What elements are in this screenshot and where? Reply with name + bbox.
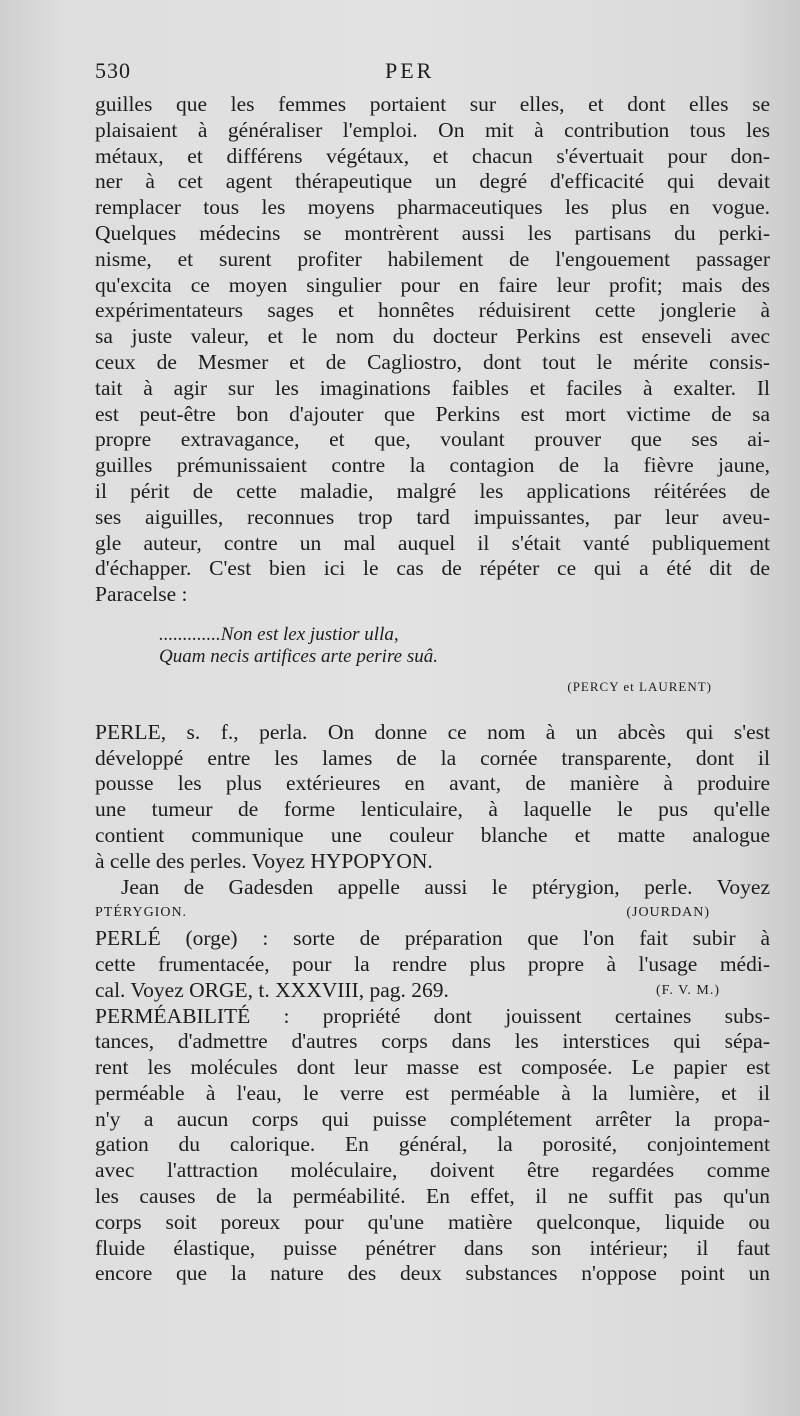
entry-permeabilite bbox=[95, 1004, 770, 1288]
text-line: PERMÉABILITÉ : propriété dont jouissent certaines subs- bbox=[95, 1003, 770, 1028]
text-line: tait à agir sur les imaginations faibles et faciles à exalter. Il bbox=[95, 375, 770, 400]
text-line: nisme, et surent profiter habilement de l'engouement passager bbox=[95, 246, 770, 271]
text-line: ses aiguilles, reconnues trop tard impuissantes, par leur aveu- bbox=[95, 504, 770, 529]
perkinisme-paragraph bbox=[95, 92, 770, 582]
text-line: PERLÉ (orge) : sorte de préparation que l'on fait subir à bbox=[95, 926, 770, 951]
text-line: qu'excita ce moyen singulier pour en faire leur profit; mais des bbox=[95, 272, 770, 297]
quote-line: Quam necis artifices arte perire suâ. bbox=[159, 645, 438, 667]
text-line: pousse les plus extérieures en avant, de manière à produire bbox=[95, 771, 770, 796]
text-line: développé entre les lames de la cornée transparente, dont il bbox=[95, 745, 770, 770]
text-line: remplacer tous les moyens pharmaceutiques les plus en vogue. bbox=[95, 195, 770, 220]
text-line: encore que la nature des deux substances n'oppose point un bbox=[95, 1261, 770, 1286]
text-line: perméable à l'eau, le verre est perméable à la lumière, et il bbox=[95, 1080, 770, 1105]
text-line: plaisaient à généraliser l'emploi. On mit à contribution tous les bbox=[95, 117, 770, 142]
running-title: PER bbox=[385, 58, 435, 83]
running-head bbox=[95, 58, 770, 88]
text-line: expérimentateurs sages et honnêtes réduisirent cette jonglerie à bbox=[95, 298, 770, 323]
entry-perle bbox=[95, 720, 770, 849]
text-line: les causes de la perméabilité. En effet, il ne suffit pas qu'un bbox=[95, 1184, 770, 1209]
text-line: corps soit poreux pour qu'une matière quelconque, liquide ou bbox=[95, 1209, 770, 1234]
text-line bbox=[95, 900, 770, 926]
text-line: ceux de Mesmer et de Cagliostro, dont tout le mérite consis- bbox=[95, 349, 770, 374]
text-line: Paracelse : bbox=[95, 582, 188, 607]
text-line: tances, d'admettre d'autres corps dans les interstices qui sépa- bbox=[95, 1029, 770, 1054]
text-line: n'y a aucun corps qui puisse complétement arrêter la propa- bbox=[95, 1106, 770, 1131]
text-line: propre extravagance, et que, voulant prouver que ses ai- bbox=[95, 427, 770, 452]
text-line: avec l'attraction moléculaire, doivent être regardées comme bbox=[95, 1158, 770, 1183]
cross-reference: cal. Voyez ORGE, t. XXXVIII, pag. 269. bbox=[95, 977, 449, 1002]
text-line bbox=[95, 978, 770, 1004]
text-line: d'échapper. C'est bien ici le cas de répéter ce qui a été dit de bbox=[95, 556, 770, 581]
latin-quote bbox=[159, 624, 770, 668]
text-line: ner à cet agent thérapeutique un degré d'efficacité qui devait bbox=[95, 169, 770, 194]
page-number: 530 bbox=[95, 58, 131, 83]
text-line: fluide élastique, puisse pénétrer dans son intérieur; il faut bbox=[95, 1235, 770, 1260]
text-line: guilles prémunissaient contre la contagion de la fièvre jaune, bbox=[95, 453, 770, 478]
text-line: Quelques médecins se montrèrent aussi les partisans du perki- bbox=[95, 220, 770, 245]
text-line: gation du calorique. En général, la porosité, conjointement bbox=[95, 1132, 770, 1157]
text-line: rent les molécules dont leur masse est composée. Le papier est bbox=[95, 1055, 770, 1080]
quote-attribution: (PERCY et LAURENT) bbox=[567, 678, 712, 694]
entry-perle-orge bbox=[95, 926, 770, 978]
text-line: est peut-être bon d'ajouter que Perkins est mort victime de sa bbox=[95, 401, 770, 426]
text-line: guilles que les femmes portaient sur elles, et dont elles se bbox=[95, 92, 770, 116]
text-line: à celle des perles. Voyez HYPOPYON. bbox=[95, 848, 433, 873]
text-line: métaux, et différens végétaux, et chacun s'évertuait pour don- bbox=[95, 143, 770, 168]
text-line: cette frumentacée, pour la rendre plus propre à l'usage médi- bbox=[95, 951, 770, 976]
body-text bbox=[95, 92, 770, 1287]
text-line: sa juste valeur, et le nom du docteur Perkins est enseveli avec bbox=[95, 324, 770, 349]
author-attribution: (JOURDAN) bbox=[626, 905, 710, 921]
cross-reference: PTÉRYGION. bbox=[95, 905, 188, 921]
text-line: une tumeur de forme lenticulaire, à laquelle le pus qu'elle bbox=[95, 797, 770, 822]
text-line: PERLE, s. f., perla. On donne ce nom à un abcès qui s'est bbox=[95, 719, 770, 744]
text-line: il périt de cette maladie, malgré les applications réitérées de bbox=[95, 478, 770, 503]
quote-line: .............Non est lex justior ulla, bbox=[159, 623, 399, 645]
text-line: gle auteur, contre un mal auquel il s'était vanté publiquement bbox=[95, 530, 770, 555]
author-attribution: (F. V. M.) bbox=[656, 982, 720, 998]
text-line: Jean de Gadesden appelle aussi le ptérygion, perle. Voyez bbox=[121, 874, 770, 899]
text-line: contient communique une couleur blanche et matte analogue bbox=[95, 822, 770, 847]
